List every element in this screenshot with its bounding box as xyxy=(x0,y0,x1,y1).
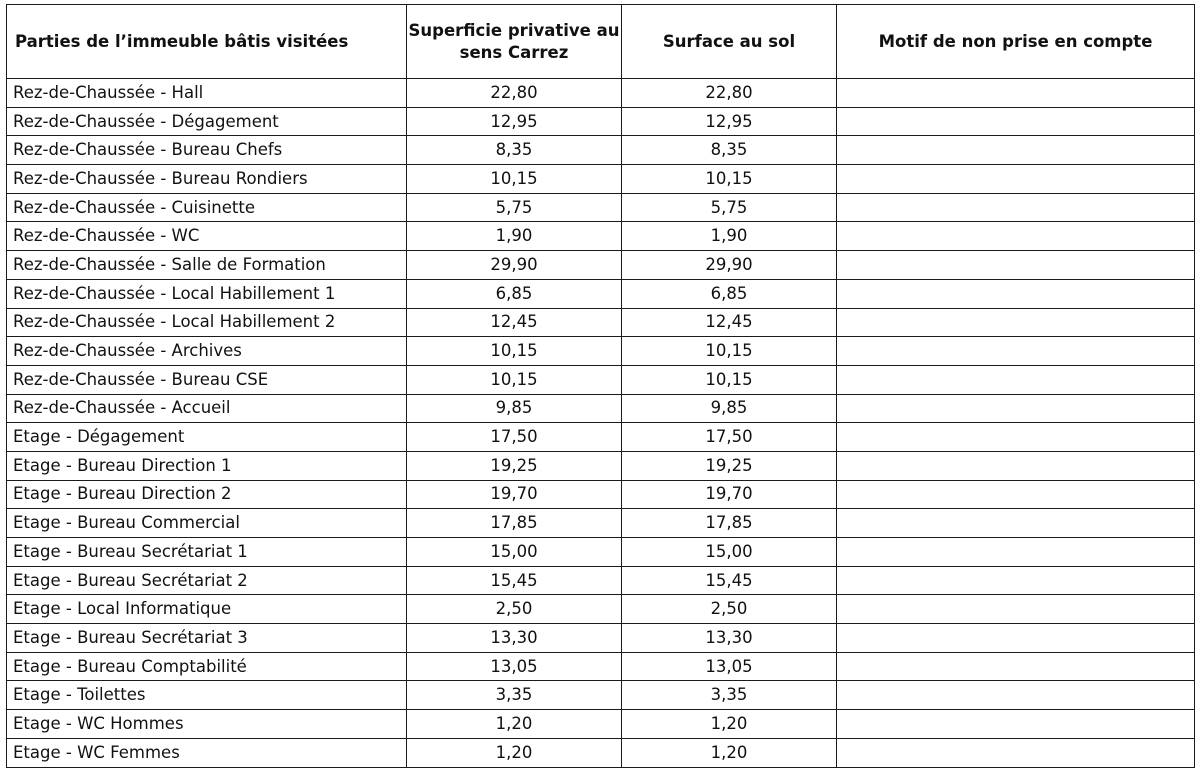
cell-surface-au-sol: 12,95 xyxy=(622,107,837,136)
cell-superficie-carrez: 15,00 xyxy=(407,538,622,567)
cell-superficie-carrez: 19,70 xyxy=(407,480,622,509)
cell-partie: Rez-de-Chaussée - Bureau Chefs xyxy=(7,136,407,165)
cell-motif xyxy=(837,423,1195,452)
cell-surface-au-sol: 22,80 xyxy=(622,79,837,108)
cell-partie: Rez-de-Chaussée - Dégagement xyxy=(7,107,407,136)
table-row xyxy=(7,279,1195,308)
cell-surface-au-sol: 15,45 xyxy=(622,566,837,595)
cell-partie: Etage - Bureau Direction 1 xyxy=(7,451,407,480)
cell-surface-au-sol: 12,45 xyxy=(622,308,837,337)
table-row xyxy=(7,451,1195,480)
cell-motif xyxy=(837,308,1195,337)
cell-motif xyxy=(837,681,1195,710)
cell-motif xyxy=(837,710,1195,739)
table-row xyxy=(7,423,1195,452)
cell-partie: Rez-de-Chaussée - Bureau Rondiers xyxy=(7,165,407,194)
cell-superficie-carrez: 10,15 xyxy=(407,165,622,194)
cell-superficie-carrez: 22,80 xyxy=(407,79,622,108)
cell-motif xyxy=(837,193,1195,222)
cell-superficie-carrez: 13,30 xyxy=(407,624,622,653)
cell-surface-au-sol: 5,75 xyxy=(622,193,837,222)
cell-motif xyxy=(837,251,1195,280)
cell-superficie-carrez: 13,05 xyxy=(407,652,622,681)
table-row xyxy=(7,107,1195,136)
table-row xyxy=(7,79,1195,108)
cell-motif xyxy=(837,652,1195,681)
cell-superficie-carrez: 12,45 xyxy=(407,308,622,337)
table-row xyxy=(7,337,1195,366)
cell-surface-au-sol: 9,85 xyxy=(622,394,837,423)
table-row xyxy=(7,624,1195,653)
cell-motif xyxy=(837,107,1195,136)
cell-superficie-carrez: 5,75 xyxy=(407,193,622,222)
cell-surface-au-sol: 19,70 xyxy=(622,480,837,509)
cell-partie: Rez-de-Chaussée - Salle de Formation xyxy=(7,251,407,280)
cell-partie: Etage - Local Informatique xyxy=(7,595,407,624)
cell-surface-au-sol: 19,25 xyxy=(622,451,837,480)
cell-motif xyxy=(837,509,1195,538)
table-row xyxy=(7,222,1195,251)
table-header xyxy=(7,5,1195,79)
cell-motif xyxy=(837,624,1195,653)
cell-partie: Rez-de-Chaussée - Archives xyxy=(7,337,407,366)
table-row xyxy=(7,136,1195,165)
cell-partie: Etage - Bureau Commercial xyxy=(7,509,407,538)
cell-superficie-carrez: 12,95 xyxy=(407,107,622,136)
table-body xyxy=(7,79,1195,768)
table-row xyxy=(7,681,1195,710)
table-row xyxy=(7,251,1195,280)
cell-motif xyxy=(837,79,1195,108)
cell-surface-au-sol: 8,35 xyxy=(622,136,837,165)
cell-surface-au-sol: 10,15 xyxy=(622,365,837,394)
cell-motif xyxy=(837,595,1195,624)
cell-motif xyxy=(837,136,1195,165)
cell-partie: Etage - Toilettes xyxy=(7,681,407,710)
cell-superficie-carrez: 10,15 xyxy=(407,365,622,394)
table-row xyxy=(7,710,1195,739)
table-row xyxy=(7,308,1195,337)
cell-superficie-carrez: 15,45 xyxy=(407,566,622,595)
cell-superficie-carrez: 1,20 xyxy=(407,710,622,739)
cell-surface-au-sol: 10,15 xyxy=(622,165,837,194)
cell-surface-au-sol: 6,85 xyxy=(622,279,837,308)
cell-surface-au-sol: 3,35 xyxy=(622,681,837,710)
cell-motif xyxy=(837,337,1195,366)
cell-partie: Rez-de-Chaussée - Bureau CSE xyxy=(7,365,407,394)
cell-partie: Rez-de-Chaussée - WC xyxy=(7,222,407,251)
cell-surface-au-sol: 10,15 xyxy=(622,337,837,366)
cell-superficie-carrez: 10,15 xyxy=(407,337,622,366)
table-row xyxy=(7,193,1195,222)
table-row xyxy=(7,394,1195,423)
cell-superficie-carrez: 1,20 xyxy=(407,738,622,767)
cell-partie: Rez-de-Chaussée - Local Habillement 1 xyxy=(7,279,407,308)
cell-superficie-carrez: 6,85 xyxy=(407,279,622,308)
header-parties: Parties de l’immeuble bâtis visitées xyxy=(7,5,407,79)
table-row xyxy=(7,480,1195,509)
cell-superficie-carrez: 3,35 xyxy=(407,681,622,710)
cell-surface-au-sol: 1,20 xyxy=(622,710,837,739)
cell-partie: Etage - Bureau Direction 2 xyxy=(7,480,407,509)
cell-motif xyxy=(837,365,1195,394)
cell-surface-au-sol: 17,50 xyxy=(622,423,837,452)
cell-partie: Etage - Bureau Comptabilité xyxy=(7,652,407,681)
cell-partie: Etage - Dégagement xyxy=(7,423,407,452)
cell-motif xyxy=(837,394,1195,423)
header-surface-au-sol: Surface au sol xyxy=(622,5,837,79)
cell-surface-au-sol: 17,85 xyxy=(622,509,837,538)
cell-partie: Etage - Bureau Secrétariat 3 xyxy=(7,624,407,653)
cell-motif xyxy=(837,279,1195,308)
cell-partie: Rez-de-Chaussée - Hall xyxy=(7,79,407,108)
cell-superficie-carrez: 1,90 xyxy=(407,222,622,251)
header-superficie-carrez: Superficie privative au sens Carrez xyxy=(407,5,622,79)
cell-surface-au-sol: 15,00 xyxy=(622,538,837,567)
surface-table-container xyxy=(6,4,1195,768)
table-row xyxy=(7,595,1195,624)
cell-partie: Rez-de-Chaussée - Cuisinette xyxy=(7,193,407,222)
cell-superficie-carrez: 9,85 xyxy=(407,394,622,423)
cell-surface-au-sol: 2,50 xyxy=(622,595,837,624)
cell-motif xyxy=(837,738,1195,767)
cell-motif xyxy=(837,480,1195,509)
cell-partie: Etage - WC Femmes xyxy=(7,738,407,767)
cell-partie: Etage - Bureau Secrétariat 1 xyxy=(7,538,407,567)
cell-superficie-carrez: 8,35 xyxy=(407,136,622,165)
header-row xyxy=(7,5,1195,79)
cell-surface-au-sol: 1,20 xyxy=(622,738,837,767)
table-row xyxy=(7,538,1195,567)
cell-surface-au-sol: 13,30 xyxy=(622,624,837,653)
cell-motif xyxy=(837,222,1195,251)
cell-surface-au-sol: 13,05 xyxy=(622,652,837,681)
cell-partie: Etage - WC Hommes xyxy=(7,710,407,739)
cell-partie: Rez-de-Chaussée - Local Habillement 2 xyxy=(7,308,407,337)
cell-superficie-carrez: 19,25 xyxy=(407,451,622,480)
cell-superficie-carrez: 29,90 xyxy=(407,251,622,280)
cell-superficie-carrez: 17,85 xyxy=(407,509,622,538)
cell-motif xyxy=(837,566,1195,595)
cell-partie: Rez-de-Chaussée - Accueil xyxy=(7,394,407,423)
cell-motif xyxy=(837,165,1195,194)
cell-surface-au-sol: 29,90 xyxy=(622,251,837,280)
cell-partie: Etage - Bureau Secrétariat 2 xyxy=(7,566,407,595)
table-row xyxy=(7,738,1195,767)
table-row xyxy=(7,165,1195,194)
cell-motif xyxy=(837,538,1195,567)
header-motif: Motif de non prise en compte xyxy=(837,5,1195,79)
cell-superficie-carrez: 17,50 xyxy=(407,423,622,452)
surface-table xyxy=(6,4,1195,768)
table-row xyxy=(7,652,1195,681)
cell-motif xyxy=(837,451,1195,480)
table-row xyxy=(7,365,1195,394)
table-row xyxy=(7,509,1195,538)
cell-surface-au-sol: 1,90 xyxy=(622,222,837,251)
cell-superficie-carrez: 2,50 xyxy=(407,595,622,624)
table-row xyxy=(7,566,1195,595)
